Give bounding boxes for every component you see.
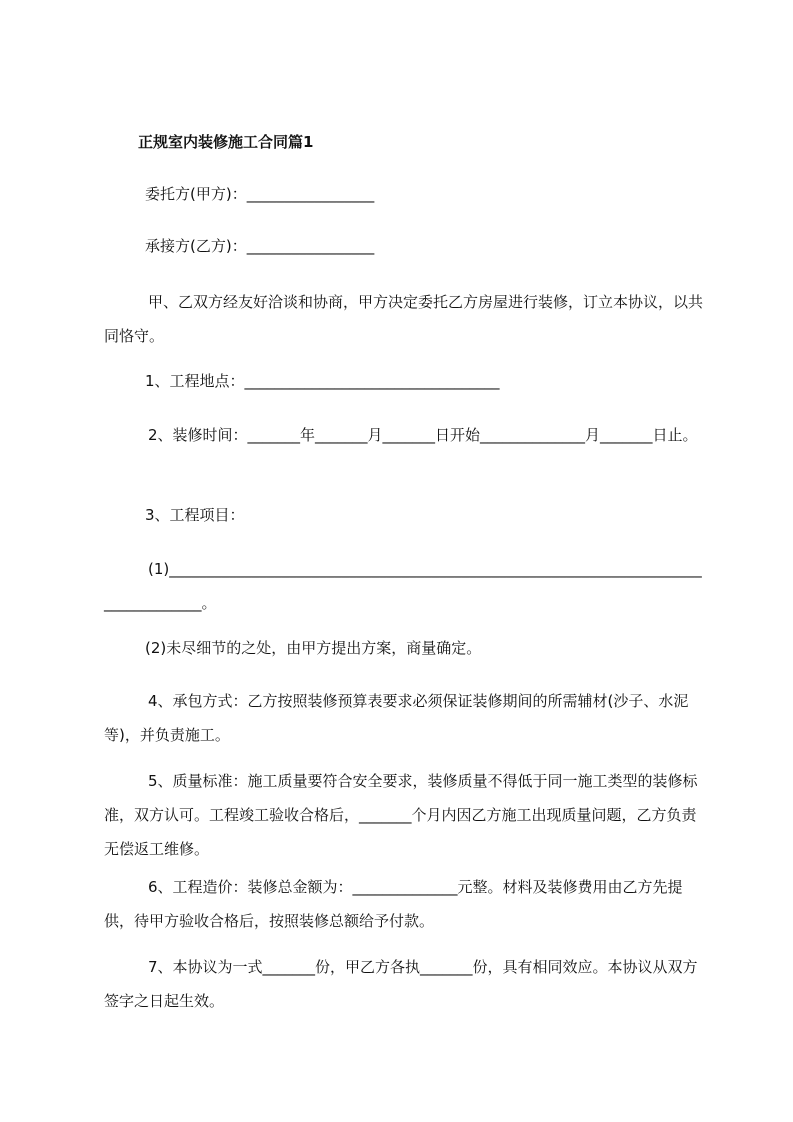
clause-1-location: 1、工程地点：__________________________________ <box>145 372 500 390</box>
clause-3-heading: 3、工程项目： <box>145 506 245 524</box>
clause-3-item-2: (2)未尽细节的之处，由甲方提出方案，商量确定。 <box>145 639 482 657</box>
clause-3-item-1: (1)____________________________________________________________________________________。 <box>104 560 702 612</box>
document-title: 正规室内装修施工合同篇1 <box>138 133 314 151</box>
party-a-line: 委托方(甲方)：_________________ <box>145 185 375 203</box>
clause-6-cost: 6、工程造价：装修总金额为：______________元整。材料及装修费用由乙方先提供，待甲方验收合格后，按照装修总额给予付款。 <box>104 878 683 930</box>
clause-4-contract-type: 4、承包方式：乙方按照装修预算表要求必须保证装修期间的所需辅材(沙子、水泥等)，并负责施工。 <box>104 692 689 744</box>
intro-paragraph: 甲、乙双方经友好洽谈和协商，甲方决定委托乙方房屋进行装修，订立本协议，以共同恪守。 <box>104 293 704 345</box>
clause-2-schedule: 2、装修时间：_______年_______月_______日开始______________月_______日止。 <box>148 426 698 444</box>
party-b-line: 承接方(乙方)：_________________ <box>145 237 375 255</box>
clause-7-copies: 7、本协议为一式_______份，甲乙方各执_______份，具有相同效应。本协议从双方签字之日起生效。 <box>104 958 698 1010</box>
clause-5-quality: 5、质量标准：施工质量要符合安全要求，装修质量不得低于同一施工类型的装修标准，双方认可。工程竣工验收合格后，_______个月内因乙方施工出现质量问题，乙方负责无偿返工维修。 <box>104 772 698 858</box>
